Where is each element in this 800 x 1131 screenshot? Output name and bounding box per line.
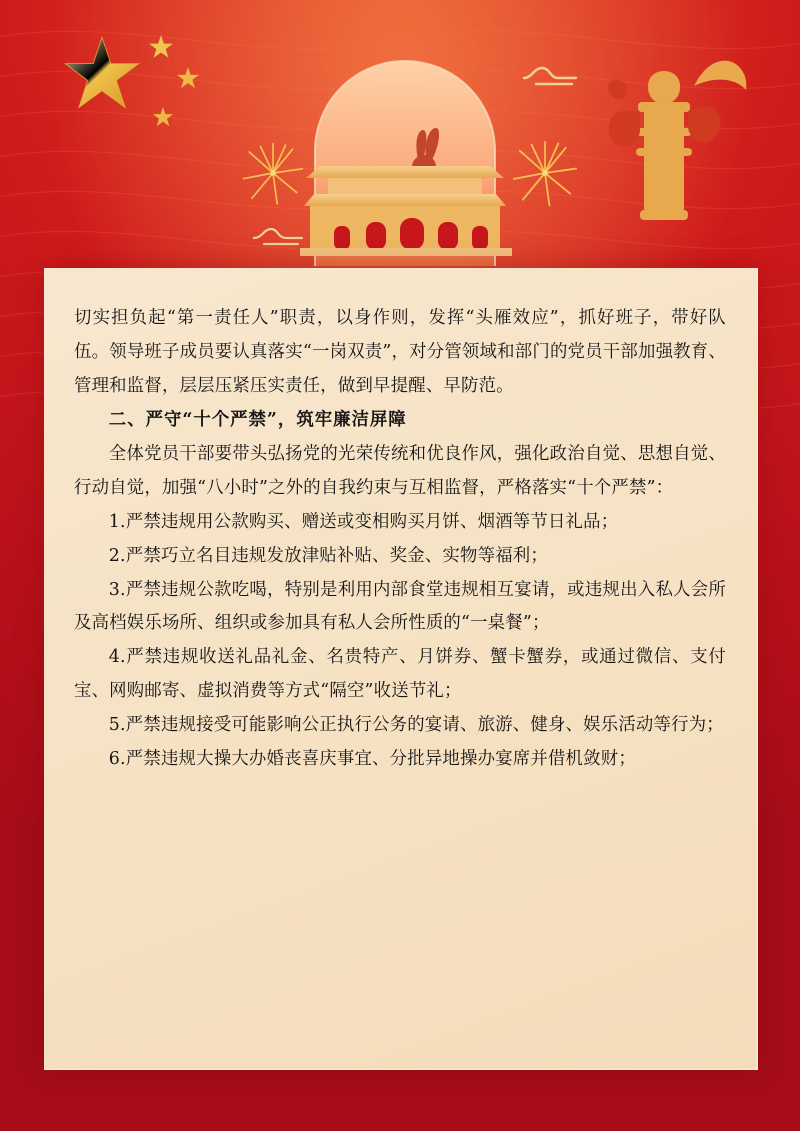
list-item: 2.严禁巧立名目违规发放津贴补贴、奖金、实物等福利； — [108, 545, 548, 566]
list-item: 6.严禁违规大操大办婚丧喜庆事宜、分批异地操办宴席并借机敛财； — [108, 749, 636, 770]
list-item: 4.严禁违规收送礼品礼金、名贵特产、月饼券、蟹卡蟹券，或通过微信、支付宝、网购邮寄、虚拟消费等方式“隔空”收送节礼； — [74, 647, 726, 702]
list-item: 1.严禁违规用公款购买、赠送或变相购买月饼、烟酒等节日礼品； — [108, 511, 619, 532]
paragraph: 全体党员干部要带头弘扬党的光荣传统和优良作风，强化政治自觉、思想自觉、行动自觉，加强“八小时”之外的自我约束与互相监督，严格落实“十个严禁”： — [74, 443, 726, 498]
list-item: 5.严禁违规接受可能影响公正执行公务的宴请、旅游、健身、娱乐活动等行为； — [108, 715, 724, 736]
auspicious-cloud-icon — [520, 60, 580, 86]
section-heading: 二、严守“十个严禁”，筑牢廉洁屏障 — [108, 409, 407, 430]
firework-burst-icon — [508, 136, 582, 210]
five-pointed-star-icon — [148, 34, 174, 60]
tiananmen-gate-icon — [280, 148, 530, 258]
rabbit-in-moon-arch-icon — [290, 36, 520, 266]
paragraph: 切实担负起“第一责任人”职责，以身作则，发挥“头雁效应”，抓好班子，带好队伍。领导班子成员要认真落实“一岗双责”，对分管领域和部门的党员干部加强教育、管理和监督，层层压紧压实责任，做到早提醒、早防范。 — [74, 308, 726, 396]
lantern-holding-figure-icon — [596, 44, 728, 234]
auspicious-cloud-icon — [252, 224, 306, 246]
flying-bird-icon — [692, 56, 750, 98]
five-pointed-star-icon — [176, 66, 200, 90]
document-body — [74, 302, 726, 777]
five-pointed-star-icon — [152, 106, 174, 128]
list-item: 3.严禁违规公款吃喝，特别是利用内部食堂违规相互宴请，或违规出入私人会所及高档娱乐场所、组织或参加具有私人会所性质的“一桌餐”； — [74, 579, 726, 634]
firework-burst-icon — [238, 138, 308, 208]
five-pointed-star-icon — [62, 34, 142, 114]
document-paper — [44, 268, 756, 1068]
